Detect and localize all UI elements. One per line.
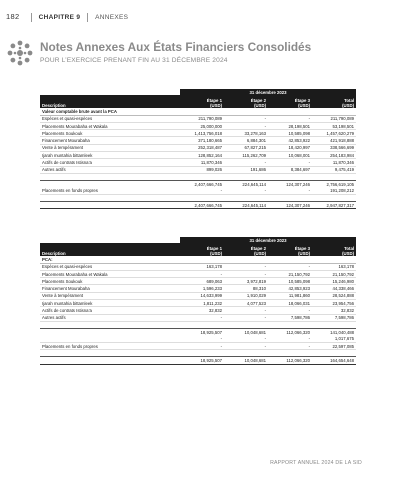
subtotal-value: 2,756,619,105 [312, 181, 356, 188]
spacer [40, 321, 356, 328]
column-header-text: (USD) [254, 103, 266, 109]
header-divider [87, 13, 88, 22]
spacer-row [40, 350, 356, 357]
value-cell: 25,000,000 [180, 122, 224, 129]
row-label: Placements en fonds propres [40, 188, 180, 195]
total-value: 2,407,666,745 [180, 202, 224, 209]
column-header-text: (USD) [210, 251, 222, 257]
value-cell: 15,246,980 [312, 278, 356, 285]
value-cell: 32,832 [180, 307, 224, 314]
gross-carrying-value-table [40, 89, 356, 209]
value-cell: - [268, 115, 312, 122]
row-label: Financement Mourabaha [40, 285, 180, 292]
value-cell: 1,811,232 [180, 300, 224, 307]
value-cell: - [224, 307, 268, 314]
value-cell: 10,585,098 [268, 278, 312, 285]
value-cell: - [224, 342, 268, 349]
column-header-text: (USD) [254, 251, 266, 257]
value-cell: - [180, 270, 224, 277]
row-label: Espèces et quasi-espèces [40, 263, 180, 270]
row-label: Actifs de contrats Istisna’a [40, 159, 180, 166]
table-row [40, 307, 356, 314]
table-row [40, 263, 356, 270]
table-row [40, 285, 356, 292]
value-cell: - [268, 336, 312, 343]
table-row [40, 130, 356, 137]
value-cell: 252,318,487 [180, 144, 224, 151]
column-header-text: Étape 2 [250, 97, 266, 103]
subtotal-row [40, 181, 356, 188]
value-cell: 7,598,786 [268, 314, 312, 321]
column-header-row [40, 243, 356, 256]
column-header [40, 95, 180, 108]
table-row [40, 270, 356, 277]
spacer [40, 194, 356, 201]
value-cell: - [224, 115, 268, 122]
column-header-text: Étape 3 [294, 97, 310, 103]
row-label: Financement Mourabaha [40, 137, 180, 144]
row-label: Autres actifs [40, 166, 180, 173]
page-subtitle: POUR L’EXERCICE PRENANT FIN AU 31 DÉCEMBRE 2024 [40, 57, 228, 64]
table-row [40, 166, 356, 173]
value-cell: - [268, 159, 312, 166]
value-cell: 211,790,089 [180, 115, 224, 122]
value-cell: 1,910,029 [224, 292, 268, 299]
value-cell: 14,633,999 [180, 292, 224, 299]
page-footer: RAPPORT ANNUEL 2024 DE LA SID [270, 460, 362, 466]
section-label: Valeur comptable brute avant la PCA [40, 108, 356, 115]
header-divider [31, 13, 32, 22]
total-label [40, 202, 180, 209]
table-row [40, 115, 356, 122]
value-cell: 1,596,233 [180, 285, 224, 292]
value-cell: - [224, 263, 268, 270]
total-value: 18,925,507 [180, 357, 224, 364]
value-cell: 254,183,984 [312, 152, 356, 159]
row-label: Placements Mourabaha et Wakala [40, 122, 180, 129]
value-cell: 371,180,665 [180, 137, 224, 144]
value-cell: 338,566,699 [312, 144, 356, 151]
total-value: 164,654,648 [312, 357, 356, 364]
value-cell: - [180, 336, 224, 343]
total-label [40, 357, 180, 364]
value-cell: - [224, 336, 268, 343]
total-value: 2,947,827,317 [312, 202, 356, 209]
value-cell: 28,524,888 [312, 292, 356, 299]
section-label-row [40, 108, 356, 115]
table-row [40, 342, 356, 349]
column-header [312, 95, 356, 108]
column-header-text: Étape 2 [250, 245, 266, 251]
column-header-text: Étape 3 [294, 245, 310, 251]
column-header [268, 95, 312, 108]
column-header [268, 243, 312, 256]
row-label: Ijarah muntahia bittamleek [40, 152, 180, 159]
column-header-text: Total [344, 97, 355, 103]
column-header-text: Description [42, 103, 66, 109]
value-cell: - [224, 314, 268, 321]
value-cell: 33,278,163 [224, 130, 268, 137]
column-header [180, 95, 224, 108]
value-cell: 22,597,085 [312, 342, 356, 349]
table-row [40, 137, 356, 144]
value-cell: - [224, 122, 268, 129]
row-label: Espèces et quasi-espèces [40, 115, 180, 122]
value-cell: - [224, 270, 268, 277]
page-header [6, 12, 128, 22]
table-row [40, 278, 356, 285]
value-cell: 67,827,215 [224, 144, 268, 151]
spacer [40, 173, 356, 180]
column-header [312, 243, 356, 256]
value-cell: 7,598,786 [312, 314, 356, 321]
value-cell: 1,457,620,279 [312, 130, 356, 137]
value-cell: 8,384,697 [268, 166, 312, 173]
value-cell: 4,077,523 [224, 300, 268, 307]
row-label [40, 336, 180, 343]
value-cell: 1,017,675 [312, 336, 356, 343]
column-header [224, 95, 268, 108]
value-cell: - [268, 307, 312, 314]
table-row [40, 336, 356, 343]
column-header-text: Étape 1 [206, 97, 222, 103]
page-title: Notes Annexes Aux États Financiers Consolidés [40, 40, 312, 54]
value-cell: 191,686 [224, 166, 268, 173]
total-value: 124,307,246 [268, 202, 312, 209]
value-cell: 21,150,792 [312, 270, 356, 277]
table-row [40, 122, 356, 129]
value-cell: 421,918,888 [312, 137, 356, 144]
value-cell: - [224, 159, 268, 166]
column-header-row [40, 95, 356, 108]
table-row [40, 292, 356, 299]
value-cell: 1,413,756,018 [180, 130, 224, 137]
row-label: Ijarah muntahia bittamleek [40, 300, 180, 307]
value-cell: 11,870,346 [180, 159, 224, 166]
subtotal-value: 141,040,488 [312, 329, 356, 336]
table-row [40, 314, 356, 321]
column-header-text: (USD) [298, 103, 310, 109]
column-header-text: (USD) [298, 251, 310, 257]
section-label: PCA: [40, 256, 356, 263]
value-cell: 128,852,164 [180, 152, 224, 159]
column-header [180, 243, 224, 256]
total-row [40, 357, 356, 364]
table-row [40, 300, 356, 307]
total-value: 112,066,320 [268, 357, 312, 364]
subtotal-value: 18,925,507 [180, 329, 224, 336]
value-cell: 42,853,922 [268, 137, 312, 144]
subtotal-value: 124,307,246 [268, 181, 312, 188]
row-label: Placements Mourabaha et Wakala [40, 270, 180, 277]
total-value: 10,048,681 [224, 357, 268, 364]
value-cell: 21,150,792 [268, 270, 312, 277]
total-row [40, 202, 356, 209]
value-cell: 11,870,346 [312, 159, 356, 166]
value-cell: 899,026 [180, 166, 224, 173]
subtotal-label [40, 181, 180, 188]
table-row [40, 159, 356, 166]
value-cell: 18,066,031 [268, 300, 312, 307]
value-cell: 163,178 [312, 263, 356, 270]
subtotal-value: 10,048,681 [224, 329, 268, 336]
value-cell: 18,420,997 [268, 144, 312, 151]
subtotal-value: 2,407,666,745 [180, 181, 224, 188]
value-cell: 191,208,212 [312, 188, 356, 195]
value-cell: 11,981,860 [268, 292, 312, 299]
page-number: 182 [6, 12, 20, 21]
value-cell: 211,790,089 [312, 115, 356, 122]
value-cell: - [268, 188, 312, 195]
value-cell: - [268, 263, 312, 270]
value-cell: - [180, 314, 224, 321]
column-header-text: Étape 1 [206, 245, 222, 251]
value-cell: 28,198,501 [268, 122, 312, 129]
spacer [40, 350, 356, 357]
value-cell: 32,832 [312, 307, 356, 314]
total-value: 224,645,114 [224, 202, 268, 209]
spacer-row [40, 194, 356, 201]
column-header [40, 243, 180, 256]
value-cell: 10,068,001 [268, 152, 312, 159]
table-row [40, 152, 356, 159]
value-cell: 9,475,419 [312, 166, 356, 173]
section-label: ANNEXES [95, 14, 129, 21]
value-cell: 115,262,709 [224, 152, 268, 159]
table-row [40, 188, 356, 195]
column-header-text: (USD) [342, 103, 355, 109]
subtotal-value: 112,066,320 [268, 329, 312, 336]
value-cell: - [180, 188, 224, 195]
period-label: 31 décembre 2023 [180, 237, 356, 243]
row-label: Placements en fonds propres [40, 342, 180, 349]
spacer-row [40, 173, 356, 180]
row-label: Autres actifs [40, 314, 180, 321]
value-cell: - [180, 342, 224, 349]
value-cell: 23,954,756 [312, 300, 356, 307]
row-label: Vente à tempérament [40, 292, 180, 299]
value-cell: 10,585,098 [268, 130, 312, 137]
chapter-label: CHAPITRE 9 [38, 14, 81, 21]
value-cell: 88,310 [224, 285, 268, 292]
column-header-text: Description [42, 251, 66, 257]
column-header-text: (USD) [342, 251, 355, 257]
table-row [40, 144, 356, 151]
value-cell: 42,853,923 [268, 285, 312, 292]
row-label: Vente à tempérament [40, 144, 180, 151]
column-header-text: Total [344, 245, 355, 251]
column-header [224, 243, 268, 256]
column-header-text: (USD) [210, 103, 222, 109]
row-label: Placements Soukouk [40, 130, 180, 137]
value-cell: - [268, 342, 312, 349]
value-cell: 163,178 [180, 263, 224, 270]
row-label: Placements Soukouk [40, 278, 180, 285]
value-cell: 689,063 [180, 278, 224, 285]
subtotal-label [40, 329, 180, 336]
value-cell: 3,972,819 [224, 278, 268, 285]
row-label: Actifs de contrats Istisna’a [40, 307, 180, 314]
subtotal-row [40, 329, 356, 336]
period-label: 31 décembre 2023 [180, 89, 356, 95]
value-cell: - [224, 188, 268, 195]
value-cell: 44,338,466 [312, 285, 356, 292]
section-label-row [40, 256, 356, 263]
value-cell: 6,884,301 [224, 137, 268, 144]
spacer-row [40, 321, 356, 328]
subtotal-value: 224,645,114 [224, 181, 268, 188]
value-cell: 53,198,501 [312, 122, 356, 129]
ecl-table [40, 237, 356, 365]
sid-logo-icon [6, 39, 34, 67]
